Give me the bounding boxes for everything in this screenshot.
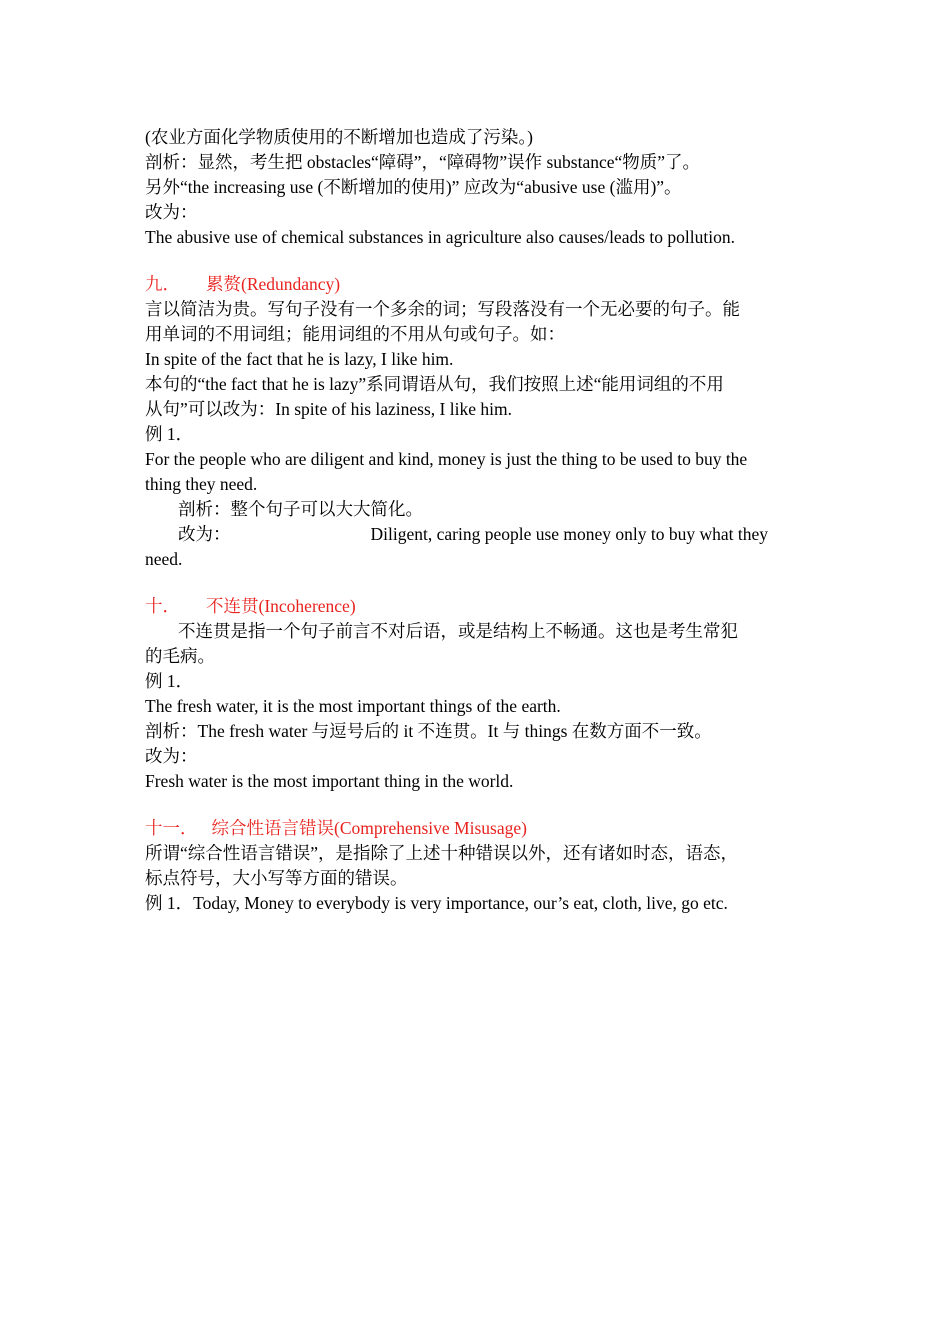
fix-line [178,522,768,546]
example-label: 例 1． [145,424,194,444]
text-line: 改为： [145,202,198,222]
text-line: 用单词的不用词组；能用词组的不用从句或句子。如： [145,324,565,344]
text-line: 的毛病。 [145,646,215,666]
fix-text: Diligent, caring people use money only to buy what they [370,524,769,544]
text-line: The abusive use of chemical substances in agriculture also causes/leads to pollution. [145,227,735,247]
analysis-line: 剖析：整个句子可以大大简化。 [178,499,423,519]
text-line: In spite of the fact that he is lazy, I like him. [145,349,454,369]
section-heading-incoherence [145,594,356,618]
section-title: 累赘(Redundancy) [206,274,341,294]
fix-text: Fresh water is the most important thing in the world. [145,771,514,791]
fix-label: 改为： [178,524,231,544]
example-label: 例 1． [145,671,194,691]
section-number: 九． [145,274,180,294]
section-title: 不连贯(Incoherence) [206,596,356,616]
section-number: 十． [145,596,180,616]
text-line: 另外“the increasing use (不断增加的使用)” 应改为“abusive use (滥用)”。 [145,177,682,197]
text-line: (农业方面化学物质使用的不断增加也造成了污染。) [145,127,533,147]
text-line: 从句”可以改为：In spite of his laziness, I like him. [145,399,512,419]
text-line: 剖析：显然，考生把 obstacles“障碍”，“障碍物”误作 substance“物质”了。 [145,152,701,172]
text-line: thing they need. [145,474,258,494]
section-heading-comprehensive-misusage [145,816,527,840]
section-number: 十一． [145,818,198,838]
text-line: need. [145,549,183,569]
example-line: 例 1．Today, Money to everybody is very importance, our’s eat, cloth, live, go etc. [145,893,728,913]
section-heading-redundancy [145,272,340,296]
text-line: 言以简洁为贵。写句子没有一个多余的词；写段落没有一个无必要的句子。能 [145,299,740,319]
text-line: 不连贯是指一个句子前言不对后语，或是结构上不畅通。这也是考生常犯 [178,621,738,641]
analysis-line: 剖析：The fresh water 与逗号后的 it 不连贯。It 与 things 在数方面不一致。 [145,721,712,741]
text-line: The fresh water, it is the most important things of the earth. [145,696,561,716]
text-line: For the people who are diligent and kind, money is just the thing to be used to buy the [145,449,748,469]
text-line: 标点符号，大小写等方面的错误。 [145,868,408,888]
text-line: 所谓“综合性语言错误”，是指除了上述十种错误以外，还有诸如时态，语态， [145,843,739,863]
section-title: 综合性语言错误(Comprehensive Misusage) [211,818,527,838]
text-line: 本句的“the fact that he is lazy”系同谓语从句，我们按照上述“能用词组的不用 [145,374,724,394]
fix-label: 改为： [145,746,198,766]
